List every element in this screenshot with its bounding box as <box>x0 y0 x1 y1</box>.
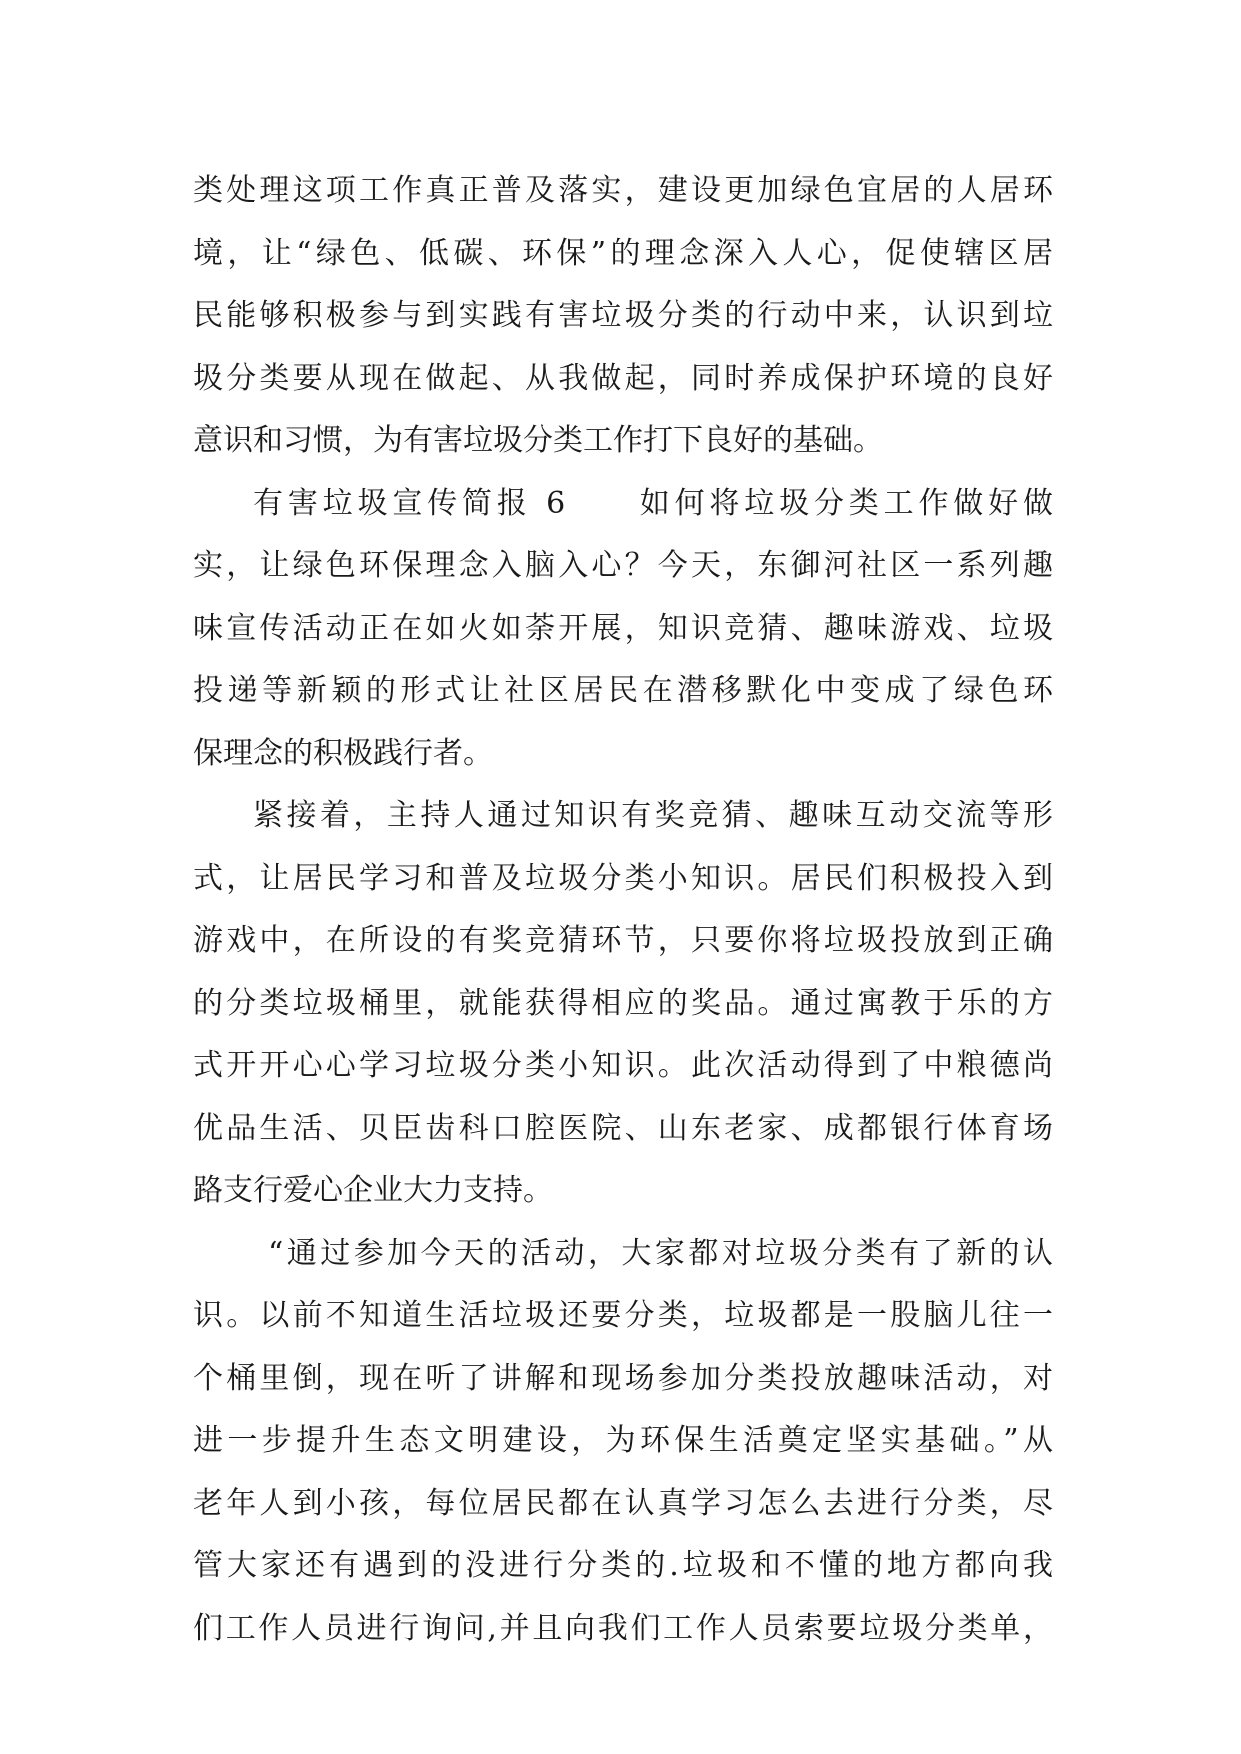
text-line: 老年人到小孩，每位居民都在认真学习怎么去进行分类，尽 <box>193 1485 1053 1521</box>
document-body <box>193 160 1053 1660</box>
paragraph-start-line: 紧接着，主持人通过知识有奖竞猜、趣味互动交流等形 <box>253 798 1053 833</box>
text-line: 保理念的积极践行者。 <box>193 735 493 771</box>
text-line: 识。以前不知道生活垃圾还要分类，垃圾都是一股脑儿往一 <box>193 1298 1053 1333</box>
text-line: 进一步提升生态文明建设，为环保生活奠定坚实基础。”从 <box>193 1423 1053 1458</box>
quote-start-line: “通过参加今天的活动，大家都对垃圾分类有了新的认 <box>268 1235 1053 1271</box>
text-line: 圾分类要从现在做起、从我做起，同时养成保护环境的良好 <box>193 360 1053 396</box>
text-line: 类处理这项工作真正普及落实，建设更加绿色宜居的人居环 <box>193 173 1053 208</box>
text-line: 游戏中，在所设的有奖竞猜环节，只要你将垃圾投放到正确 <box>193 923 1053 958</box>
text-line: 民能够积极参与到实践有害垃圾分类的行动中来，认识到垃 <box>193 298 1053 333</box>
text-line: 们工作人员进行询问,并且向我们工作人员索要垃圾分类单， <box>193 1610 1053 1646</box>
text-line: 意识和习惯，为有害垃圾分类工作打下良好的基础。 <box>193 423 883 458</box>
text-line: 管大家还有遇到的没进行分类的.垃圾和不懂的地方都向我 <box>193 1548 1053 1583</box>
text-line: 式开开心心学习垃圾分类小知识。此次活动得到了中粮德尚 <box>193 1048 1053 1083</box>
text-line: 投递等新颖的形式让社区居民在潜移默化中变成了绿色环 <box>193 673 1053 708</box>
text-line: 优品生活、贝臣齿科口腔医院、山东老家、成都银行体育场 <box>193 1110 1053 1146</box>
section-heading-line: 有害垃圾宣传简报 6 如何将垃圾分类工作做好做 <box>253 485 1053 521</box>
text-line: 式，让居民学习和普及垃圾分类小知识。居民们积极投入到 <box>193 860 1053 896</box>
text-line: 境，让“绿色、低碳、环保”的理念深入人心，促使辖区居 <box>193 235 1053 271</box>
text-line: 实，让绿色环保理念入脑入心？今天，东御河社区一系列趣 <box>193 548 1053 583</box>
text-line: 味宣传活动正在如火如荼开展，知识竞猜、趣味游戏、垃圾 <box>193 610 1053 646</box>
text-line: 的分类垃圾桶里，就能获得相应的奖品。通过寓教于乐的方 <box>193 985 1053 1021</box>
text-line: 个桶里倒，现在听了讲解和现场参加分类投放趣味活动，对 <box>193 1360 1053 1396</box>
text-line: 路支行爱心企业大力支持。 <box>193 1173 553 1208</box>
